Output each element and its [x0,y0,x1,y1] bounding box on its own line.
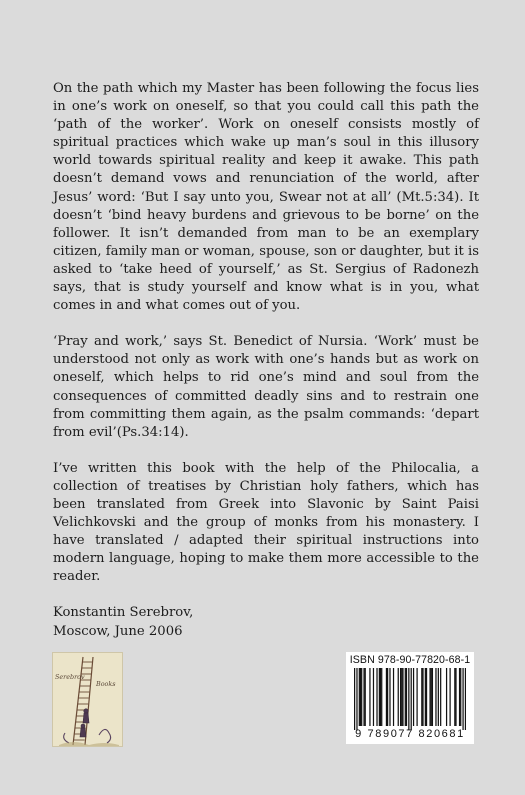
barcode-digits: 9 789077 820681 [355,728,465,740]
paragraph-2: ‘Pray and work,’ says St. Benedict of Nursia. ‘Work’ must be understood not only as work with one’s hands but as work on oneself, which helps to rid one’s mind and soul from the consequences of committed deadly sins and to restrain one from committing them again, as the psalm commands: ‘depart from evil’(Ps.34:14). [53,334,479,440]
barcode-bar [356,668,357,730]
barcode-bar [406,668,407,726]
barcode-bar [381,668,382,726]
barcode-bar [402,668,403,726]
barcode-bar [425,668,426,726]
barcode-bar [455,668,456,726]
logo-text-left: Serebrov [55,673,85,681]
barcode-bar [408,668,409,730]
isbn-label: ISBN 978-90-77820-68-1 [349,654,471,666]
isbn-barcode [346,652,474,744]
paragraph-3: I’ve written this book with the help of the Philocalia, a collection of treatises by Christian holy fathers, which has been translated from Greek into Slavonic by Saint Paisi Velichkovski and the group of monks from his monastery. I have translated / adapted their spiritual instructions into modern language, hoping to make them more accessible to the reader. [53,460,479,585]
barcode-bar [398,668,399,726]
barcode-bar [405,668,406,726]
barcode-bar [359,668,360,726]
barcode-bar [429,668,430,726]
barcode-bar [380,668,381,726]
barcode-bar [354,668,355,730]
paragraph-1: On the path which my Master has been following the focus lies in one’s work on oneself, so that you could call this path the ‘path of the worker’. Work on oneself consists mostly of spiritual practices which wake up man’s soul in this illusory world towards spiritual reality and keep it awake. This path doesn’t demand vows and renunciation of the world, after Jesus’ word: ‘But I say unto you, Swear not at all’ (Mt.5:34). It doesn’t ‘bind heavy burdens and grievous to be borne’ on the follower. It isn’t demanded from man to be an exemplary citizen, family man or woman, spouse, son or daughter, but it is asked to ‘take heed of yourself,’ as St. Sergius of Radonezh says, that is study yourself and know what is in you, what comes in and what comes out of you. [53,81,479,314]
logo-text-right: Books [96,680,116,688]
barcode-bar [401,668,402,726]
barcode-bar [413,668,414,726]
barcode-bar [432,668,433,726]
barcode-bar [379,668,380,726]
barcode-bar [462,668,463,730]
barcode-bar [361,668,362,726]
barcode-bar [386,668,387,726]
barcode-bar [438,668,439,726]
barcode-bar [440,668,441,726]
barcode-bars [354,668,466,730]
signature [53,604,479,640]
barcode-bar [454,668,455,726]
author-name: Konstantin Serebrov, [53,605,194,621]
barcode-bar [426,668,427,726]
barcode-bar [411,668,412,730]
barcode-bar [360,668,361,726]
barcode-bar [389,668,390,726]
barcode-bar [421,668,422,726]
barcode-bar [422,668,423,726]
barcode-bar [373,668,374,726]
barcode-bar [446,668,447,726]
barcode-bar [465,668,466,730]
barcode-bar [460,668,461,726]
barcode-bar [365,668,366,726]
barcode-bar [459,668,460,726]
publisher-logo [52,652,123,747]
back-cover-text [53,80,479,659]
barcode-bar [435,668,436,726]
barcode-bar [416,668,417,726]
place-date: Moscow, June 2006 [53,623,183,639]
barcode-bar [431,668,432,726]
barcode-bar [376,668,377,726]
barcode-bar [400,668,401,726]
barcode-bar [393,668,394,726]
barcode-bar [387,668,388,726]
barcode-bar [449,668,450,726]
barcode-bar [363,668,364,726]
barcode-bar [369,668,370,726]
